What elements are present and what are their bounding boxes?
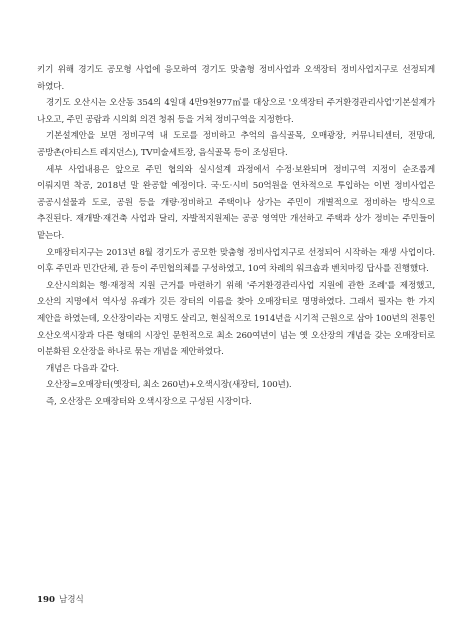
running-title: 남경식	[58, 595, 84, 605]
page-number: 190	[37, 595, 55, 605]
paragraph: 키기 위해 경기도 공모형 사업에 응모하여 경기도 맞춤형 정비사업과 오색장터 정비사업지구로 선정되게 하였다.	[37, 65, 435, 92]
page-footer	[37, 593, 84, 605]
paragraph: 기본설계안을 보면 정비구역 내 도로를 정비하고 추억의 음식골목, 오매광장, 커뮤니티센터, 전망대, 공방촌(아티스트 레지던스), TV미술세트장, 음식골목 등이 조성된다.	[37, 131, 435, 158]
paragraph: 오산장=오매장터(옛장터, 최소 260년)+오색시장(새장터, 100년).	[46, 380, 292, 391]
paragraph: 오산시의회는 행·재정적 지원 근거를 마련하기 위해 '주거환경관리사업 지원에 관한 조례'를 제정했고, 오산의 지명에서 역사성 유래가 깃든 장터의 이름을 찾아 오매장터로 명명하였다. 그래서 필자는 한 가지 제안을 하였는데, 오산장이라는 지명도 살리고, 현실적으로 1914년을 시기적 근원으로 삼아 100년의 전통인 오산오색시장과 다른 형태의 시장인 문헌적으로 최소 260여년이 넘는 옛 오산장의 개념을 갖는 오매장터로 이분화된 오산장을 하나로 묶는 개념을 제안하였다.	[37, 280, 435, 358]
paragraph: 즉, 오산장은 오매장터와 오색시장으로 구성된 시장이다.	[46, 396, 252, 407]
paragraph: 오매장터지구는 2013년 8월 경기도가 공모한 맞춤형 정비사업지구로 선정되어 시작하는 재생 사업이다. 이후 주민과 민간단체, 관 등이 주민협의체를 구성하였고, 10여 차례의 워크숍과 벤치마킹 답사를 진행했다.	[37, 247, 435, 275]
paragraph: 세부 사업내용은 앞으로 주민 협의와 실시설계 과정에서 수정·보완되며 정비구역 지정이 순조롭게 이뤄지면 착공, 2018년 말 완공할 예정이다. 국·도·시비 50억원을 연차적으로 투입하는 이번 정비사업은 공공시설물과 도로, 공원 등을 개량·정비하고 주택이나 상가는 주민이 개별적으로 정비하는 방식으로 추진된다. 재개발·재건축 사업과 달리, 자발적지원제는 공공 영역만 개선하고 주택과 상가 정비는 주민들이 맡는다.	[37, 164, 435, 241]
body-text	[37, 62, 435, 410]
paragraph: 경기도 오산시는 오산동 354의 4일대 4만9천977㎡를 대상으로 '오색장터 주거환경관리사업'기본설계가 나오고, 주민 공람과 시의회 의견 청취 등을 거쳐 정비구역을 지정한다.	[37, 98, 435, 125]
paragraph: 개념은 다음과 같다.	[46, 363, 119, 374]
